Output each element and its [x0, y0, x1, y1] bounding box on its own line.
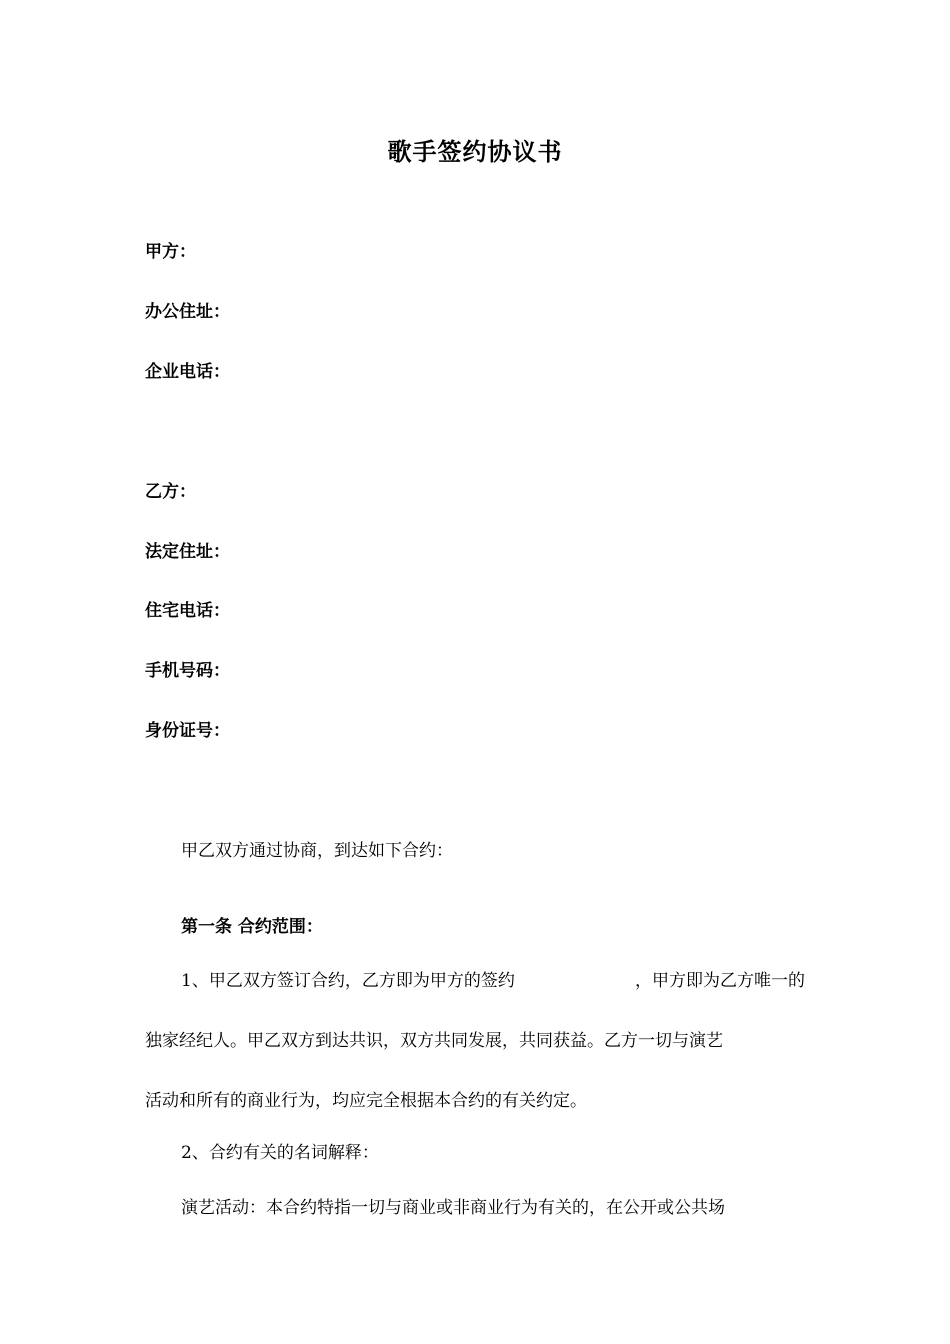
article1-item1-line1-part-b: ，甲方即为乙方唯一的: [635, 971, 805, 991]
intro-paragraph: 甲乙双方通过协商，到达如下合约：: [181, 841, 453, 861]
article1-item1-line2: 独家经纪人。甲乙双方到达共识，双方共同发展，共同获益。乙方一切与演艺: [145, 1031, 723, 1051]
article1-definition-line1: 演艺活动：本合约特指一切与商业或非商业行为有关的，在公开或公共场: [181, 1198, 725, 1218]
article1-item1-line1-part-a: 1、甲乙双方签订合约，乙方即为甲方的签约: [181, 971, 515, 991]
article1-heading: 第一条 合约范围：: [181, 917, 323, 937]
party-b-home-phone-label: 住宅电话：: [145, 601, 230, 621]
party-b-label: 乙方：: [145, 482, 196, 502]
document-title: 歌手签约协议书: [387, 137, 563, 166]
article1-item1-line1: [181, 966, 805, 991]
article1-item2: 2、合约有关的名词解释：: [181, 1143, 379, 1163]
party-a-phone-label: 企业电话：: [145, 362, 230, 382]
party-b-address-label: 法定住址：: [145, 542, 230, 562]
party-a-label: 甲方：: [145, 242, 196, 262]
party-b-id-label: 身份证号：: [145, 721, 230, 741]
party-b-mobile-label: 手机号码：: [145, 661, 230, 681]
article1-item1-line3: 活动和所有的商业行为，均应完全根据本合约的有关约定。: [145, 1091, 587, 1111]
party-a-address-label: 办公住址：: [145, 302, 230, 322]
